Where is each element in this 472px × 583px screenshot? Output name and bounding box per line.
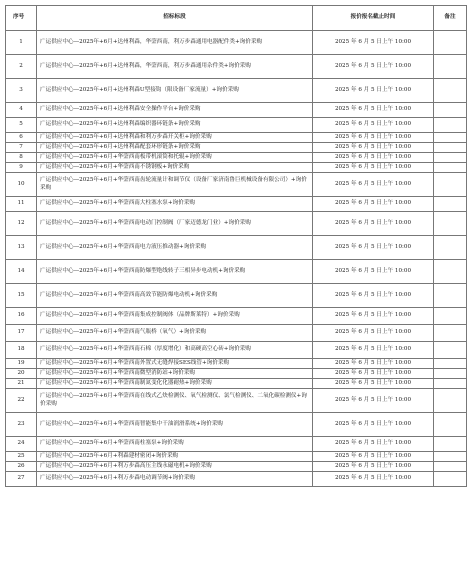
table-row [6, 389, 467, 413]
row-bid-section: 广运供应中心—2025年+6月+利森建材密闭+询价采购 [37, 452, 313, 462]
row-remarks [434, 437, 467, 452]
row-bid-section: 广运供应中心—2025年+6月+华蓥西南板带机滚筒和托辊+询价采购 [37, 153, 313, 163]
row-deadline: 2025 年 6 月 5 日上午 10:00 [313, 236, 434, 260]
row-remarks [434, 143, 467, 153]
row-deadline: 2025 年 6 月 5 日上午 10:00 [313, 133, 434, 143]
row-remarks [434, 260, 467, 284]
row-bid-section: 广运供应中心—2025年+6月+华蓥西南石棉（厚度增化）和高硬高空心砖+询价采购 [37, 342, 313, 359]
row-index: 5 [6, 118, 37, 133]
row-index: 17 [6, 325, 37, 342]
row-bid-section: 广运供应中心—2025年+6月+利万步森电动调节阀+询价采购 [37, 472, 313, 487]
table-row [6, 79, 467, 103]
header-remarks: 备注 [434, 6, 467, 31]
row-bid-section: 广运供应中心—2025年+6月+达州利森编织器环链条+询价采购 [37, 118, 313, 133]
row-bid-section: 广运供应中心—2025年+6月+华蓥西南柱塞泵+询价采购 [37, 437, 313, 452]
row-index: 9 [6, 163, 37, 173]
bid-table-container [5, 5, 467, 487]
row-remarks [434, 369, 467, 379]
table-row [6, 359, 467, 369]
row-bid-section: 广运供应中心—2025年+6月+达州利森安全操作平台+询价采购 [37, 103, 313, 118]
row-remarks [434, 163, 467, 173]
row-remarks [434, 153, 467, 163]
row-remarks [434, 359, 467, 369]
table-row [6, 413, 467, 437]
row-remarks [434, 452, 467, 462]
header-bid-section: 招标标段 [37, 6, 313, 31]
table-row [6, 260, 467, 284]
row-index: 27 [6, 472, 37, 487]
row-deadline: 2025 年 6 月 5 日上午 10:00 [313, 118, 434, 133]
row-deadline: 2025 年 6 月 5 日上午 10:00 [313, 359, 434, 369]
table-row [6, 212, 467, 236]
row-bid-section: 广运供应中心—2025年+6月+华蓥西南防爆型绝线转子三相异步电动机+询价采购 [37, 260, 313, 284]
row-remarks [434, 308, 467, 325]
table-row [6, 173, 467, 197]
table-row [6, 342, 467, 359]
row-bid-section: 广运供应中心—2025年+6月+华蓥西南气瓶桥（氧气）+询价采购 [37, 325, 313, 342]
row-index: 13 [6, 236, 37, 260]
row-bid-section: 广运供应中心—2025年+6月+华蓥西南外置式无缝焊接SES线管+询价采购 [37, 359, 313, 369]
row-deadline: 2025 年 6 月 5 日上午 10:00 [313, 379, 434, 389]
row-index: 18 [6, 342, 37, 359]
row-deadline: 2025 年 6 月 5 日上午 10:00 [313, 325, 434, 342]
table-row [6, 118, 467, 133]
row-deadline: 2025 年 6 月 5 日上午 10:00 [313, 163, 434, 173]
row-index: 10 [6, 173, 37, 197]
row-bid-section: 广运供应中心—2025年+6月+达州利森配套环形链条+询价采购 [37, 143, 313, 153]
row-deadline: 2025 年 6 月 5 日上午 10:00 [313, 342, 434, 359]
table-row [6, 197, 467, 212]
table-row [6, 284, 467, 308]
row-remarks [434, 133, 467, 143]
row-index: 24 [6, 437, 37, 452]
row-index: 25 [6, 452, 37, 462]
row-bid-section: 广运供应中心—2025年+6月+华蓥西南大柱塞水泵+询价采购 [37, 197, 313, 212]
row-bid-section: 广运供应中心—2025年+6月+华蓥西南齿轮流量计和调节仪（设备厂家济南鲁巨机械设备有限公司）+询价采购 [37, 173, 313, 197]
row-deadline: 2025 年 6 月 5 日上午 10:00 [313, 212, 434, 236]
row-index: 8 [6, 153, 37, 163]
table-row [6, 103, 467, 118]
row-deadline: 2025 年 6 月 5 日上午 10:00 [313, 389, 434, 413]
table-row [6, 31, 467, 55]
row-index: 15 [6, 284, 37, 308]
row-deadline: 2025 年 6 月 5 日上午 10:00 [313, 284, 434, 308]
row-remarks [434, 118, 467, 133]
row-bid-section: 广运供应中心—2025年+6月+华蓥西南电动门控制阀（厂家迈德龙门业）+询价采购 [37, 212, 313, 236]
row-index: 7 [6, 143, 37, 153]
table-row [6, 437, 467, 452]
row-deadline: 2025 年 6 月 5 日上午 10:00 [313, 452, 434, 462]
row-index: 22 [6, 389, 37, 413]
row-index: 23 [6, 413, 37, 437]
row-remarks [434, 379, 467, 389]
row-bid-section: 广运供应中心—2025年+6月+华蓥西南高效节能防爆电动机+询价采购 [37, 284, 313, 308]
row-index: 21 [6, 379, 37, 389]
row-index: 16 [6, 308, 37, 325]
row-bid-section: 广运供应中心—2025年+6月+华蓥西南在线式乙炔检测仪、氧气检测仪、氯气检测仪、二氧化碳检测仪+询价采购 [37, 389, 313, 413]
row-bid-section: 广运供应中心—2025年+6月+华蓥西南集成控制阀体（品牌斯莱特）+询价采购 [37, 308, 313, 325]
row-deadline: 2025 年 6 月 5 日上午 10:00 [313, 413, 434, 437]
table-row [6, 325, 467, 342]
row-deadline: 2025 年 6 月 5 日上午 10:00 [313, 437, 434, 452]
table-row [6, 143, 467, 153]
header-index: 序号 [6, 6, 37, 31]
row-bid-section: 广运供应中心—2025年+6月+达州利森和利万步森开关柜+询价采购 [37, 133, 313, 143]
row-index: 2 [6, 55, 37, 79]
row-remarks [434, 342, 467, 359]
row-remarks [434, 103, 467, 118]
row-bid-section: 广运供应中心—2025年+6月+达州利森，华蓥西南，利万步森通用电器配件类+询价采购 [37, 31, 313, 55]
row-index: 14 [6, 260, 37, 284]
table-row [6, 55, 467, 79]
row-deadline: 2025 年 6 月 5 日上午 10:00 [313, 55, 434, 79]
row-remarks [434, 325, 467, 342]
row-index: 11 [6, 197, 37, 212]
bid-table [5, 5, 467, 487]
row-remarks [434, 472, 467, 487]
table-row [6, 369, 467, 379]
row-deadline: 2025 年 6 月 5 日上午 10:00 [313, 153, 434, 163]
table-row [6, 133, 467, 143]
row-index: 12 [6, 212, 37, 236]
table-row [6, 472, 467, 487]
row-deadline: 2025 年 6 月 5 日上午 10:00 [313, 173, 434, 197]
row-deadline: 2025 年 6 月 5 日上午 10:00 [313, 197, 434, 212]
row-bid-section: 广运供应中心—2025年+6月+华蓥西南电力液压推动器+询价采购 [37, 236, 313, 260]
table-row [6, 452, 467, 462]
row-deadline: 2025 年 6 月 5 日上午 10:00 [313, 462, 434, 472]
row-bid-section: 广运供应中心—2025年+6月+华蓥西南制氮变化化器耐热+询价采购 [37, 379, 313, 389]
row-remarks [434, 212, 467, 236]
table-row [6, 236, 467, 260]
table-row [6, 379, 467, 389]
table-row [6, 462, 467, 472]
row-remarks [434, 284, 467, 308]
row-remarks [434, 55, 467, 79]
header-deadline: 报价报名截止时间 [313, 6, 434, 31]
row-remarks [434, 389, 467, 413]
row-deadline: 2025 年 6 月 5 日上午 10:00 [313, 308, 434, 325]
row-deadline: 2025 年 6 月 5 日上午 10:00 [313, 31, 434, 55]
row-bid-section: 广运供应中心—2025年+6月+华蓥西南不锈钢板+询价采购 [37, 163, 313, 173]
row-bid-section: 广运供应中心—2025年+6月+达州利森U型接钩（限设备厂家流量）+询价采购 [37, 79, 313, 103]
row-remarks [434, 413, 467, 437]
row-deadline: 2025 年 6 月 5 日上午 10:00 [313, 103, 434, 118]
table-row [6, 308, 467, 325]
row-index: 19 [6, 359, 37, 369]
row-remarks [434, 79, 467, 103]
table-row [6, 153, 467, 163]
row-remarks [434, 173, 467, 197]
row-deadline: 2025 年 6 月 5 日上午 10:00 [313, 369, 434, 379]
row-remarks [434, 236, 467, 260]
row-remarks [434, 31, 467, 55]
row-deadline: 2025 年 6 月 5 日上午 10:00 [313, 472, 434, 487]
row-index: 20 [6, 369, 37, 379]
row-bid-section: 广运供应中心—2025年+6月+华蓥西南微型消防站+询价采购 [37, 369, 313, 379]
row-deadline: 2025 年 6 月 5 日上午 10:00 [313, 79, 434, 103]
row-bid-section: 广运供应中心—2025年+6月+达州利森，华蓥西南，利万步森通用杂件类+询价采购 [37, 55, 313, 79]
row-index: 26 [6, 462, 37, 472]
row-remarks [434, 197, 467, 212]
row-index: 4 [6, 103, 37, 118]
row-bid-section: 广运供应中心—2025年+6月+华蓥西南智能集中干油润滑系统+询价采购 [37, 413, 313, 437]
row-index: 6 [6, 133, 37, 143]
row-index: 1 [6, 31, 37, 55]
row-deadline: 2025 年 6 月 5 日上午 10:00 [313, 143, 434, 153]
table-row [6, 163, 467, 173]
table-header-row [6, 6, 467, 31]
row-remarks [434, 462, 467, 472]
row-deadline: 2025 年 6 月 5 日上午 10:00 [313, 260, 434, 284]
row-bid-section: 广运供应中心—2025年+6月+利万步森高压主线永磁电机+询价采购 [37, 462, 313, 472]
row-index: 3 [6, 79, 37, 103]
table-body [6, 31, 467, 487]
